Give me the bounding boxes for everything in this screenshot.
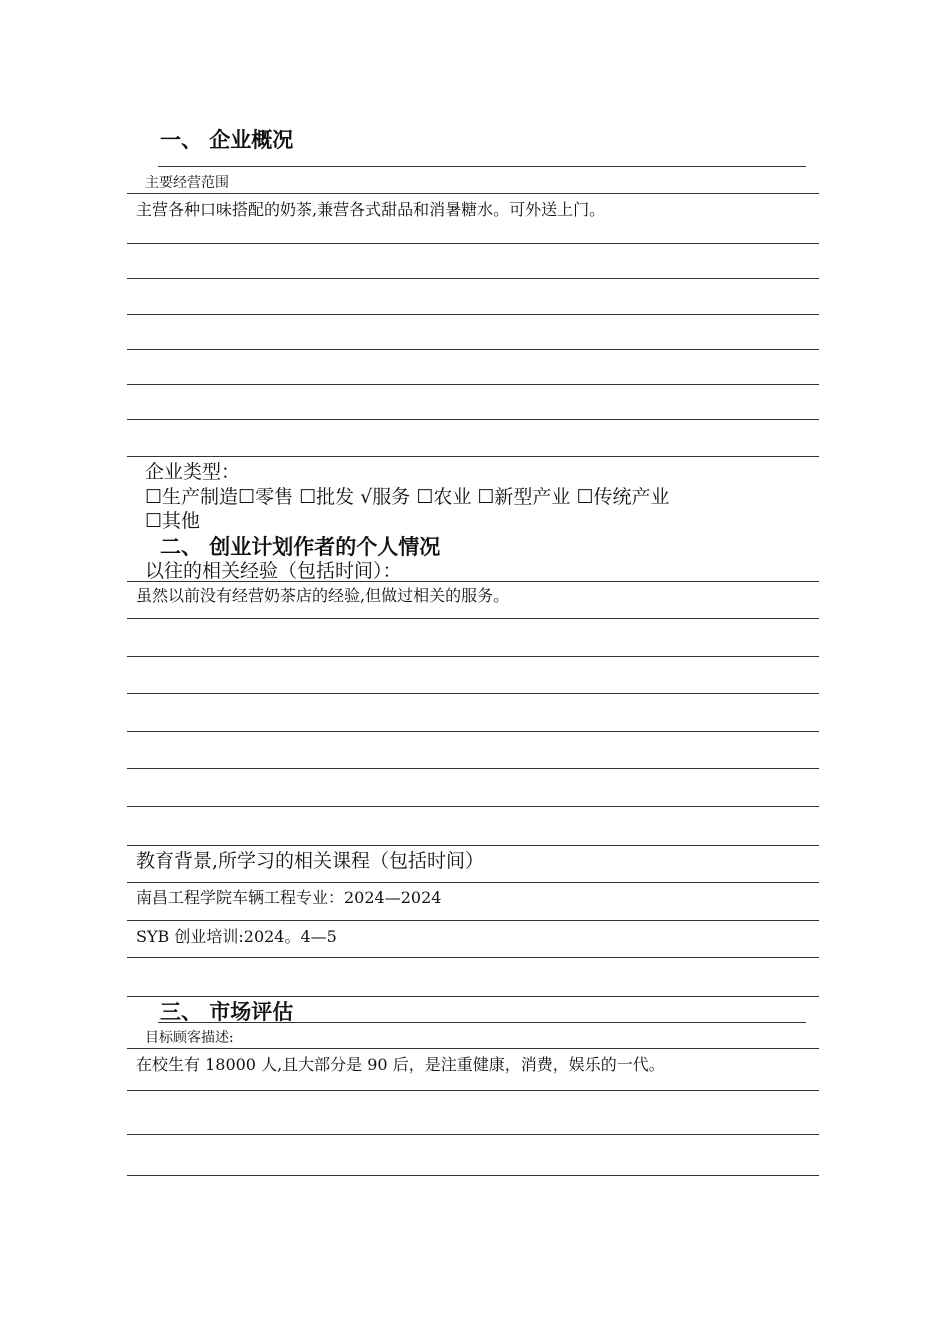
ruled-line (127, 419, 819, 420)
experience-text: 虽然以前没有经营奶茶店的经验,但做过相关的服务。 (136, 586, 510, 605)
ruled-line (127, 920, 819, 921)
ruled-line (127, 656, 819, 657)
education-label: 教育背景,所学习的相关课程（包括时间） (136, 850, 485, 872)
ruled-line (127, 1090, 819, 1091)
scope-label: 主要经营范围 (145, 175, 229, 191)
ruled-line (127, 349, 819, 350)
enterprise-type-other: ☐其他 (145, 510, 201, 532)
section-1-heading: 一、 企业概况 (160, 128, 294, 152)
divider (127, 193, 819, 194)
divider (158, 1022, 806, 1023)
divider (127, 1048, 819, 1049)
ruled-line (127, 243, 819, 244)
customer-label: 目标顾客描述: (145, 1030, 234, 1046)
ruled-line (127, 1134, 819, 1135)
ruled-line (127, 806, 819, 807)
education-item: 南昌工程学院车辆工程专业：2024—2024 (136, 888, 442, 907)
enterprise-type-options: ☐生产制造☐零售 ☐批发 √服务 ☐农业 ☐新型产业 ☐传统产业 (145, 486, 670, 508)
ruled-line (127, 618, 819, 619)
ruled-line (127, 278, 819, 279)
scope-text: 主营各种口味搭配的奶茶,兼营各式甜品和消暑糖水。可外送上门。 (136, 200, 606, 219)
ruled-line (127, 384, 819, 385)
ruled-line (127, 1175, 819, 1176)
customer-text: 在校生有 18000 人,且大部分是 90 后，是注重健康，消费，娱乐的一代。 (136, 1055, 665, 1074)
divider (127, 581, 819, 582)
ruled-line (127, 731, 819, 732)
divider (158, 166, 806, 167)
section-3-heading: 三、 市场评估 (160, 1000, 294, 1024)
experience-label: 以往的相关经验（包括时间）： (145, 560, 402, 582)
section-2-heading: 二、 创业计划作者的个人情况 (160, 535, 441, 559)
ruled-line (127, 768, 819, 769)
ruled-line (127, 314, 819, 315)
enterprise-type-label: 企业类型： (145, 461, 241, 483)
ruled-line (127, 882, 819, 883)
ruled-line (127, 693, 819, 694)
education-item: SYB 创业培训:2024。4—5 (136, 927, 337, 946)
ruled-line (127, 957, 819, 958)
